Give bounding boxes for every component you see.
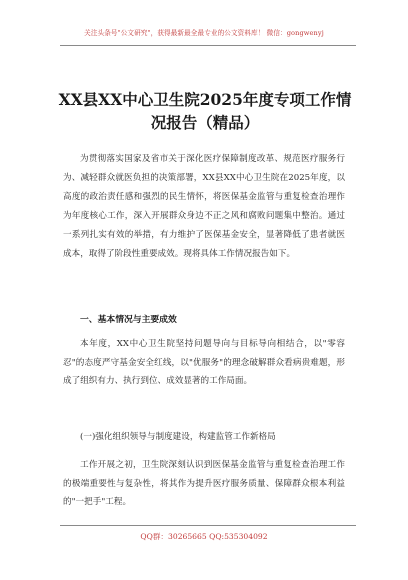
intro-paragraph: 为贯彻落实国家及省市关于深化医疗保障制度改革、规范医疗服务行为、减轻群众就医负担的决策部署，XX县XX中心卫生院在2025年度，以高度的政治责任感和强烈的民生情怀，将医保基金监管与重复检查治理作为年度核心工作，深入开展群众身边不正之风和腐败问题集中整治。通过一系列扎实有效的举措，有力维护了医保基金安全，显著降低了患者就医成本，取得了阶段性重要成效。现将具体工作情况报告如下。: [63, 154, 345, 259]
subsection-1-paragraph: 工作开展之初，卫生院深刻认识到医保基金监管与重复检查治理工作的极端重要性与复杂性，将其作为提升医疗服务质量、保障群众根本利益的"一把手"工程。: [63, 460, 345, 507]
footer-divider: [60, 525, 356, 526]
section-1-paragraph: 本年度，XX中心卫生院坚持问题导向与目标导向相结合，以"零容忍"的态度严守基金安全红线，以"优服务"的理念破解群众看病贵难题，形成了组织有力、执行到位、成效显著的工作局面。: [63, 339, 345, 386]
section-heading-1: 一、基本情况与主要成效: [80, 315, 177, 325]
footer-contact-note: QQ群：30265665 QQ:535304092: [140, 532, 268, 541]
document-title: XX县XX中心卫生院2025年度专项工作情况报告（精品）: [58, 90, 352, 132]
subsection-heading-1: (一)强化组织领导与制度建设，构建监管工作新格局: [80, 432, 276, 442]
header-divider: [60, 45, 356, 46]
header-promo-note: 关注头条号"公文研究"，获得最新最全最专业的公文资料库！ 微信：gongwenyj: [84, 29, 324, 37]
